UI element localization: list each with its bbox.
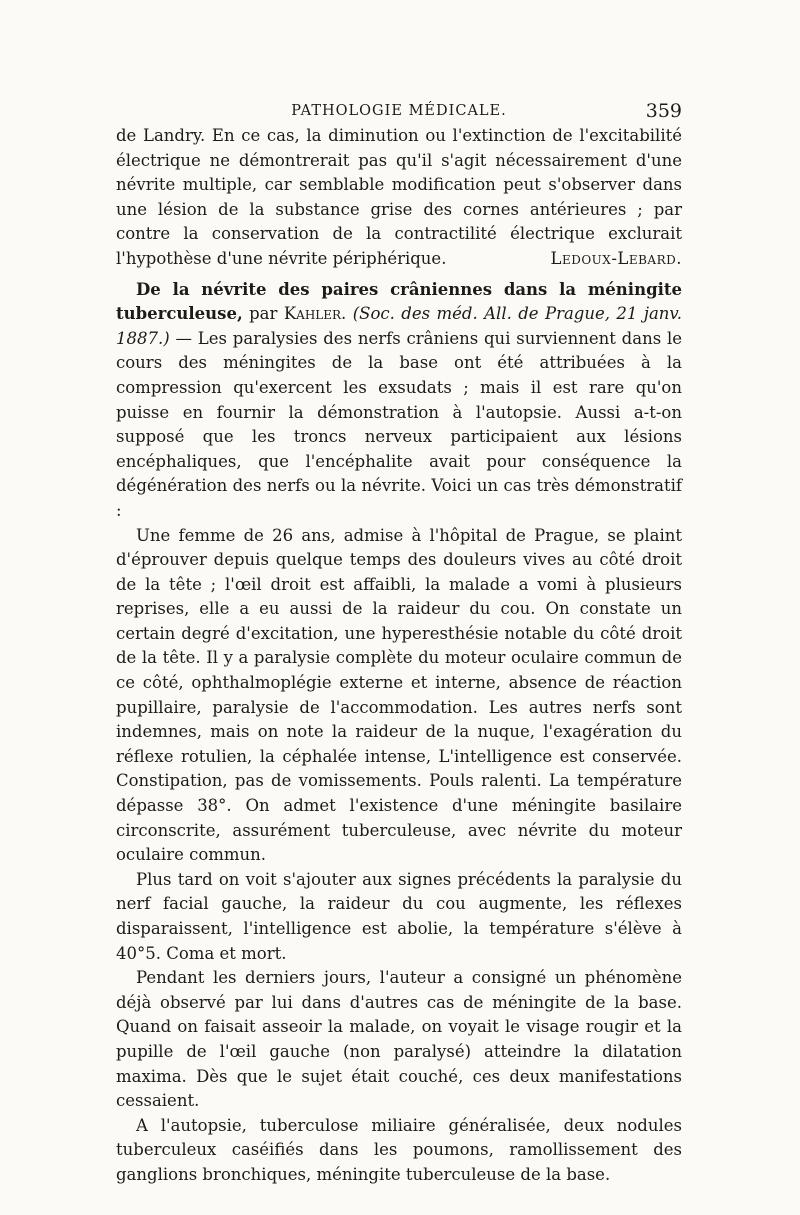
author-prefix: par bbox=[249, 304, 278, 324]
previous-article-text: de Landry. En ce cas, la diminution ou l'extinction de l'excitabilité électrique ne démontrerait pas qu'il s'agit nécessairement d'une névrite multiple, car semblable modification peut s'observer dans une lésion de la substance grise des cornes antérieures ; par contre la conservation de la contractilité électrique exclurait l'hypothèse d'une névrite périphérique. bbox=[116, 126, 682, 268]
article-source: (Soc. des méd. All. de Prague, 21 janv. 1887.) bbox=[116, 304, 683, 348]
article-author: Kahler. bbox=[283, 304, 347, 324]
article-block bbox=[116, 278, 682, 524]
running-title: PATHOLOGIE MÉDICALE. bbox=[291, 103, 507, 119]
signature-text: Ledoux-Lebard. bbox=[550, 248, 682, 268]
article-intro: — Les paralysies des nerfs crâniens qui surviennent dans le cours des méningites de la base ont été attribuées à la compression qu'exercent les exsudats ; mais il est rare qu'on puisse en fournir la démonstration à l'autopsie. Aussi a-t-on supposé que les troncs nerveux participaient aux lésions encéphaliques, que l'encéphalite avait pour conséquence la dégénération des nerfs ou la névrite. Voici un cas très démonstratif : bbox=[116, 328, 682, 520]
paragraph-case: Une femme de 26 ans, admise à l'hôpital de Prague, se plaint d'éprouver depuis quelque temps des douleurs vives au côté droit de la tête ; l'œil droit est affaibli, la malade a vomi à plusieurs reprises, elle a eu aussi de la raideur du cou. On constate un certain degré d'excitation, une hyperesthésie notable du côté droit de la tête. Il y a paralysie complète du moteur oculaire commun de ce côté, ophthalmoplégie externe et interne, absence de réaction pupillaire, paralysie de l'accommodation. Les autres nerfs sont indemnes, mais on note la raideur de la nuque, l'exagération du réflexe rotulien, la céphalée intense, L'intelligence est conservée. Constipation, pas de vomissements. Pouls ralenti. La température dépasse 38°. On admet l'existence d'une méningite basilaire circonscrite, assurément tuberculeuse, avec névrite du moteur oculaire commun. bbox=[116, 525, 682, 865]
page-body bbox=[116, 124, 682, 1188]
paragraph-observation: Pendant les derniers jours, l'auteur a consigné un phénomène déjà observé par lui dans d'autres cas de méningite de la base. Quand on faisait asseoir la malade, on voyait le visage rougir et la pupille de l'œil gauche (non paralysé) atteindre la dilatation maxima. Dès que le sujet était couché, ces deux manifestations cessaient. bbox=[116, 968, 682, 1111]
page-number: 359 bbox=[645, 100, 682, 122]
paragraph-evolution: Plus tard on voit s'ajouter aux signes précédents la paralysie du nerf facial gauche, la raideur du cou augmente, les réflexes disparaissent, l'intelligence est abolie, la température s'élève à 40°5. Coma et mort. bbox=[116, 869, 682, 963]
paragraph-autopsy: A l'autopsie, tuberculose miliaire généralisée, deux nodules tuberculeux caséifiés dans les poumons, ramollissement des ganglions bronchiques, méningite tuberculeuse de la base. bbox=[116, 1115, 682, 1184]
page-header bbox=[116, 100, 682, 124]
article-title: De la névrite des paires crâniennes dans la méningite tuberculeuse, bbox=[116, 279, 682, 324]
